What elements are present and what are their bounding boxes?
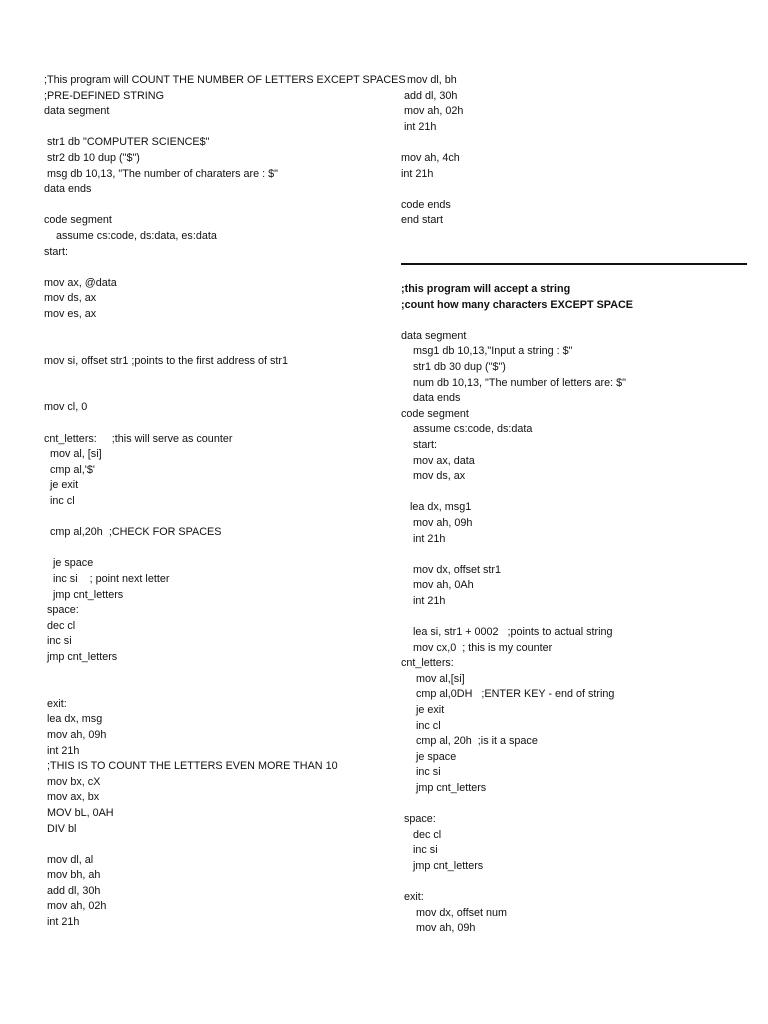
code-line: cnt_letters: ;this will serve as counter [44,432,233,445]
code-line: cmp al,20h ;CHECK FOR SPACES [44,526,222,539]
code-line: exit: [44,697,67,710]
code-line: mov ds, ax [44,292,97,305]
code-line: space: [44,604,79,617]
code-line: lea dx, msg [44,713,103,726]
code-line: je space [401,750,457,763]
code-line: add dl, 30h [44,884,101,897]
code-line: ;this program will accept a string [401,283,571,295]
code-line [401,609,751,625]
code-line: ;This program will COUNT THE NUMBER OF LETTERS EXCEPT SPACES [44,74,406,86]
code-line: str1 db "COMPUTER SCIENCE$" [44,136,210,149]
code-line: ;count how many characters EXCEPT SPACE [401,298,633,311]
code-line [401,182,751,198]
code-line [44,541,396,557]
code-line: mov ax, data [401,454,475,467]
code-line: lea si, str1 + 0002 ;points to actual string [401,626,613,639]
code-line: data segment [44,105,110,118]
code-line: start: [44,245,68,258]
code-line: mov ah, 09h [401,922,476,935]
code-line: mov es, ax [44,307,97,320]
code-line: mov ah, 09h [401,516,473,529]
code-line: data ends [44,183,92,196]
code-line: mov al,[si] [401,672,465,685]
section-divider [401,263,747,265]
code-line: mov dl, bh [401,74,457,86]
code-line: dec cl [44,619,76,632]
code-line: mov ah, 02h [401,105,464,118]
code-line: int 21h [401,167,434,180]
code-line: mov cx,0 ; this is my counter [401,641,553,654]
code-line: cmp al,0DH ;ENTER KEY - end of string [401,688,615,701]
code-line [401,135,751,151]
code-line: je exit [401,704,445,717]
code-line: num db 10,13, "The number of letters are: $" [401,376,626,389]
code-line: add dl, 30h [401,89,458,102]
code-line: code segment [401,407,469,420]
right-code-heading [401,282,751,313]
left-code-column [44,73,406,931]
code-line: MOV bL, 0AH [44,806,114,819]
code-line: msg db 10,13, "The number of charaters are : $" [44,167,278,180]
code-line: je space [44,557,94,570]
code-line [44,666,396,682]
code-line: mov ah, 09h [44,728,107,741]
code-line: mov ax, @data [44,276,117,289]
code-line: mov dl, al [44,853,94,866]
code-line: inc si [401,766,441,779]
code-line: mov bx, cX [44,775,101,788]
code-line: exit: [401,891,424,904]
code-line: int 21h [44,744,80,757]
code-line: msg1 db 10,13,"Input a string : $" [401,345,573,358]
code-line: DIV bl [44,822,77,835]
code-line [401,797,751,813]
code-line: int 21h [401,532,446,545]
code-line: cmp al, 20h ;is it a space [401,735,538,748]
code-line: start: [401,438,437,451]
code-line [44,120,396,136]
code-line: ;PRE-DEFINED STRING [44,89,164,102]
code-line: assume cs:code, ds:data [401,423,533,436]
code-line: code ends [401,198,451,211]
code-line: data segment [401,329,467,342]
code-line [401,485,751,501]
code-line [44,385,396,401]
code-line: je exit [44,479,79,492]
code-line [401,875,751,891]
code-line: lea dx, msg1 [401,501,472,514]
code-line: end start [401,214,444,227]
code-line: inc cl [44,495,75,508]
code-line: cnt_letters: [401,657,454,670]
code-line: mov al, [si] [44,448,102,461]
code-line: int 21h [401,120,437,133]
right-code-column-top [401,73,751,229]
code-line: jmp cnt_letters [401,782,487,794]
code-line: cmp al,'$' [44,463,95,476]
code-line [44,369,396,385]
right-code-column-bottom [401,313,751,937]
code-line: inc cl [401,719,441,732]
code-line: inc si [401,844,438,857]
code-line [44,681,396,697]
code-line [44,510,396,526]
code-line: space: [401,813,436,826]
code-line: inc si ; point next letter [44,573,170,585]
code-line: mov ah, 0Ah [401,579,474,592]
code-line: int 21h [44,916,80,929]
code-line: str2 db 10 dup ("$") [44,151,140,164]
code-line [401,313,751,329]
code-line: jmp cnt_letters [44,588,124,601]
code-line: jmp cnt_letters [401,859,484,872]
code-line [44,338,396,354]
code-line: mov ax, bx [44,791,100,804]
code-line: mov si, offset str1 ;points to the first address of str1 [44,354,289,367]
code-line: mov bh, ah [44,869,101,882]
code-line: mov ah, 4ch [401,151,460,164]
code-line [401,547,751,563]
code-line: mov ds, ax [401,470,466,483]
code-line: mov dx, offset num [401,906,508,919]
code-line: code segment [44,214,112,227]
code-line: int 21h [401,594,446,607]
code-line: inc si [44,635,72,648]
code-line [44,416,396,432]
code-line [44,198,396,214]
code-line: mov dx, offset str1 [401,563,502,576]
code-line: assume cs:code, ds:data, es:data [44,229,217,242]
code-line [44,837,396,853]
code-line: mov ah, 02h [44,900,107,913]
code-line [44,323,396,339]
code-line: dec cl [401,828,442,841]
code-line: mov cl, 0 [44,401,88,414]
code-line: jmp cnt_letters [44,650,118,663]
code-line: ;THIS IS TO COUNT THE LETTERS EVEN MORE THAN 10 [44,760,338,773]
code-line: data ends [401,392,461,405]
code-line: str1 db 30 dup ("$") [401,360,506,373]
code-line [44,260,396,276]
